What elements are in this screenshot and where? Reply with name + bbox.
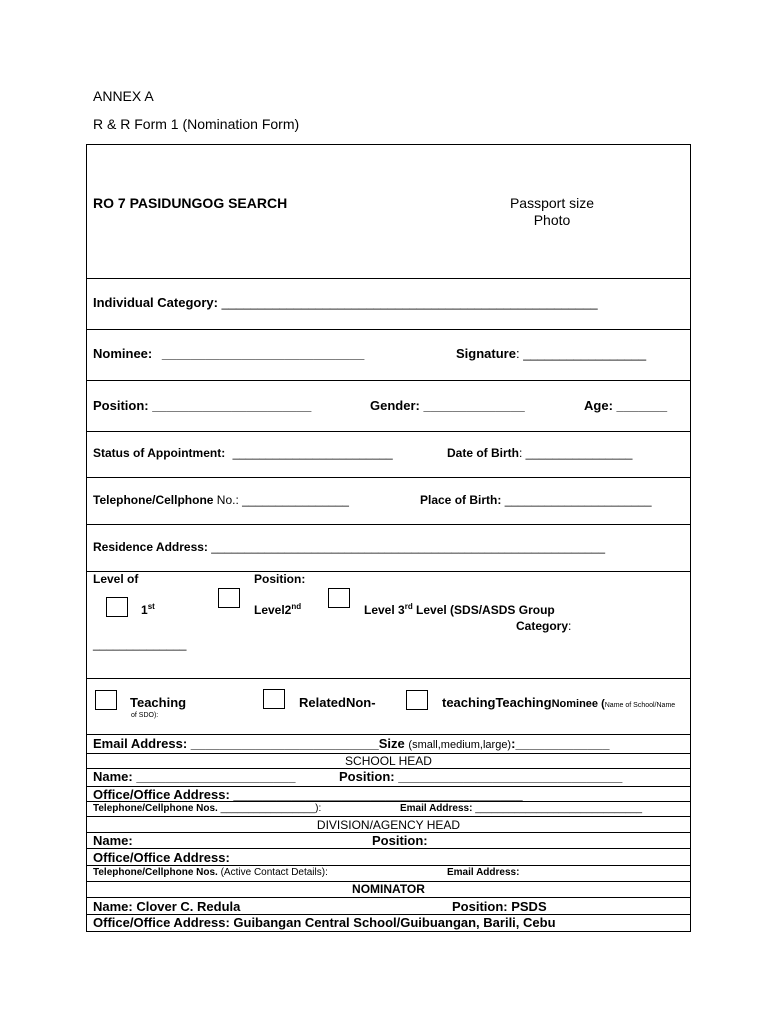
nominator-title: NOMINATOR — [352, 882, 425, 896]
place-of-birth-blank: ______________________ — [501, 493, 652, 507]
gender-label: Gender: — [370, 398, 420, 413]
nominee-field[interactable] — [93, 346, 364, 361]
division-head-office-label[interactable]: Office/Office Address: — [93, 850, 230, 865]
row-divider — [86, 329, 691, 330]
nominator-position: Position: PSDS — [452, 899, 547, 914]
related-nonteaching-label: RelatedNon- — [299, 695, 376, 710]
photo-line-1: Passport size — [509, 195, 595, 211]
signature-label: Signature — [456, 346, 516, 361]
row-divider — [86, 816, 691, 817]
level-3-group: Level (SDS/ASDS Group — [412, 603, 555, 617]
size-label: Size — [378, 736, 405, 751]
nominator-office: Office/Office Address: Guibangan Central School/Guibuangan, Barili, Cebu — [93, 915, 556, 930]
row-divider — [86, 571, 691, 572]
division-head-tel-label: Telephone/Cellphone Nos. — [93, 867, 218, 878]
level-category-label — [516, 619, 571, 633]
level-3-label — [364, 602, 555, 617]
individual-category-field[interactable] — [93, 295, 598, 310]
level-2-text: Level2 — [254, 603, 292, 617]
status-appointment-label: Status of Appointment: — [93, 446, 226, 460]
level-1-sup: st — [147, 602, 155, 611]
position-label: Position: — [93, 398, 149, 413]
level-3-checkbox[interactable] — [328, 588, 350, 608]
school-head-office-label: Office/Office Address: — [93, 787, 230, 802]
telephone-label: Telephone/Cellphone — [93, 493, 214, 507]
form-title: R & R Form 1 (Nomination Form) — [93, 116, 300, 132]
row-divider — [86, 524, 691, 525]
level-category-colon: : — [568, 619, 572, 633]
level-position-label: Position: — [254, 572, 306, 586]
gender-blank: ______________ — [423, 398, 525, 413]
position-blank: ______________________ — [152, 398, 312, 413]
division-head-email-colon: : — [516, 867, 520, 878]
row-divider — [86, 865, 691, 866]
school-head-office-blank: ________________________________________ — [229, 787, 523, 802]
division-head-title: DIVISION/AGENCY HEAD — [316, 818, 461, 832]
row-divider — [86, 734, 691, 735]
school-head-title: SCHOOL HEAD — [345, 754, 432, 768]
school-head-position-blank: _______________________________ — [394, 769, 623, 784]
teaching-nominee-label — [442, 695, 675, 710]
place-of-birth-label: Place of Birth: — [420, 493, 502, 507]
school-head-email-field[interactable] — [400, 803, 642, 814]
residence-blank: ___________________________________________________________ — [207, 540, 606, 554]
date-of-birth-field[interactable] — [447, 446, 632, 460]
school-head-name-label: Name: — [93, 769, 133, 784]
row-divider — [86, 678, 691, 679]
individual-category-label: Individual Category: — [93, 295, 218, 310]
row-divider — [86, 477, 691, 478]
level-2-sup: nd — [291, 602, 302, 611]
email-field[interactable] — [93, 736, 609, 751]
school-head-office-field[interactable] — [93, 787, 523, 802]
school-head-tel-blank: _________________): — [217, 803, 322, 814]
school-head-tel-field[interactable] — [93, 803, 321, 814]
size-blank: :_____________ — [511, 736, 610, 751]
individual-category-blank: ____________________________________________________ — [221, 295, 598, 310]
status-appointment-field[interactable] — [93, 446, 393, 460]
level-3-sup: rd — [404, 602, 413, 611]
division-head-email-field[interactable] — [447, 867, 519, 878]
teaching-teaching-text: teachingTeaching — [442, 695, 552, 710]
residence-label: Residence Address: — [93, 540, 208, 554]
age-field[interactable] — [584, 398, 667, 413]
level-1-label — [141, 602, 155, 617]
level-2-label — [254, 602, 301, 617]
size-options: (small,medium,large) — [408, 739, 512, 751]
teaching-label: Teaching — [130, 695, 187, 710]
signature-field[interactable] — [456, 346, 646, 361]
email-label: Email Address: — [93, 736, 188, 751]
gender-field[interactable] — [370, 398, 525, 413]
annex-label: ANNEX A — [93, 88, 154, 104]
age-label: Age — [584, 398, 609, 413]
teaching-nominee-checkbox[interactable] — [406, 690, 428, 710]
nominator-name: Name: Clover C. Redula — [93, 899, 241, 914]
photo-line-2: Photo — [533, 212, 571, 228]
division-head-email-label: Email Address — [447, 867, 517, 878]
nominee-label: Nominee: — [93, 346, 153, 361]
school-head-email-blank: ______________________________ — [472, 803, 643, 814]
division-head-tel-note: (Active Contact Details): — [217, 867, 328, 878]
division-head-name-label[interactable]: Name: — [93, 833, 133, 848]
row-divider — [86, 380, 691, 381]
signature-blank: : _________________ — [515, 346, 647, 361]
school-head-position-field[interactable] — [339, 769, 622, 784]
telephone-suffix: No.: — [213, 493, 239, 507]
school-head-email-label: Email Address: — [400, 803, 473, 814]
teaching-checkbox[interactable] — [95, 690, 117, 710]
residence-field[interactable] — [93, 540, 605, 554]
name-of-school-text: Name of School/Name — [604, 702, 676, 709]
level-of-label: Level of — [93, 572, 139, 586]
row-divider — [86, 431, 691, 432]
nominee-text: Nominee ( — [551, 698, 605, 710]
level-3-text: Level 3 — [364, 603, 405, 617]
status-appointment-blank: ________________________ — [232, 446, 393, 460]
position-field[interactable] — [93, 398, 311, 413]
row-divider — [86, 848, 691, 849]
school-head-name-blank: ______________________ — [132, 769, 296, 784]
place-of-birth-field[interactable] — [420, 493, 652, 507]
of-sdo-text: of SDO): — [131, 712, 159, 719]
photo-placeholder — [488, 195, 616, 229]
school-head-name-field[interactable] — [93, 769, 295, 784]
date-of-birth-blank: : ________________ — [519, 446, 633, 460]
row-divider — [86, 897, 691, 898]
nominee-blank: ____________________________ — [161, 346, 365, 361]
email-blank: __________________________ — [187, 736, 379, 751]
level-1-checkbox[interactable] — [106, 597, 128, 617]
search-title: RO 7 PASIDUNGOG SEARCH — [93, 195, 288, 211]
school-head-position-label: Position: — [339, 769, 395, 784]
school-head-tel-label: Telephone/Cellphone Nos. — [93, 803, 218, 814]
related-nonteaching-checkbox[interactable] — [263, 689, 285, 709]
level-2-checkbox[interactable] — [218, 588, 240, 608]
telephone-field[interactable] — [93, 493, 349, 507]
date-of-birth-label: Date of Birth — [447, 446, 519, 460]
row-divider — [86, 278, 691, 279]
telephone-blank: ________________ — [238, 493, 349, 507]
division-head-tel-field[interactable] — [93, 867, 328, 878]
level-blank: ______________ — [93, 637, 187, 651]
age-blank: : _______ — [608, 398, 668, 413]
level-category-text: Category — [516, 619, 569, 633]
division-head-position-label[interactable]: Position: — [372, 833, 428, 848]
level-1-text: 1 — [141, 603, 148, 617]
